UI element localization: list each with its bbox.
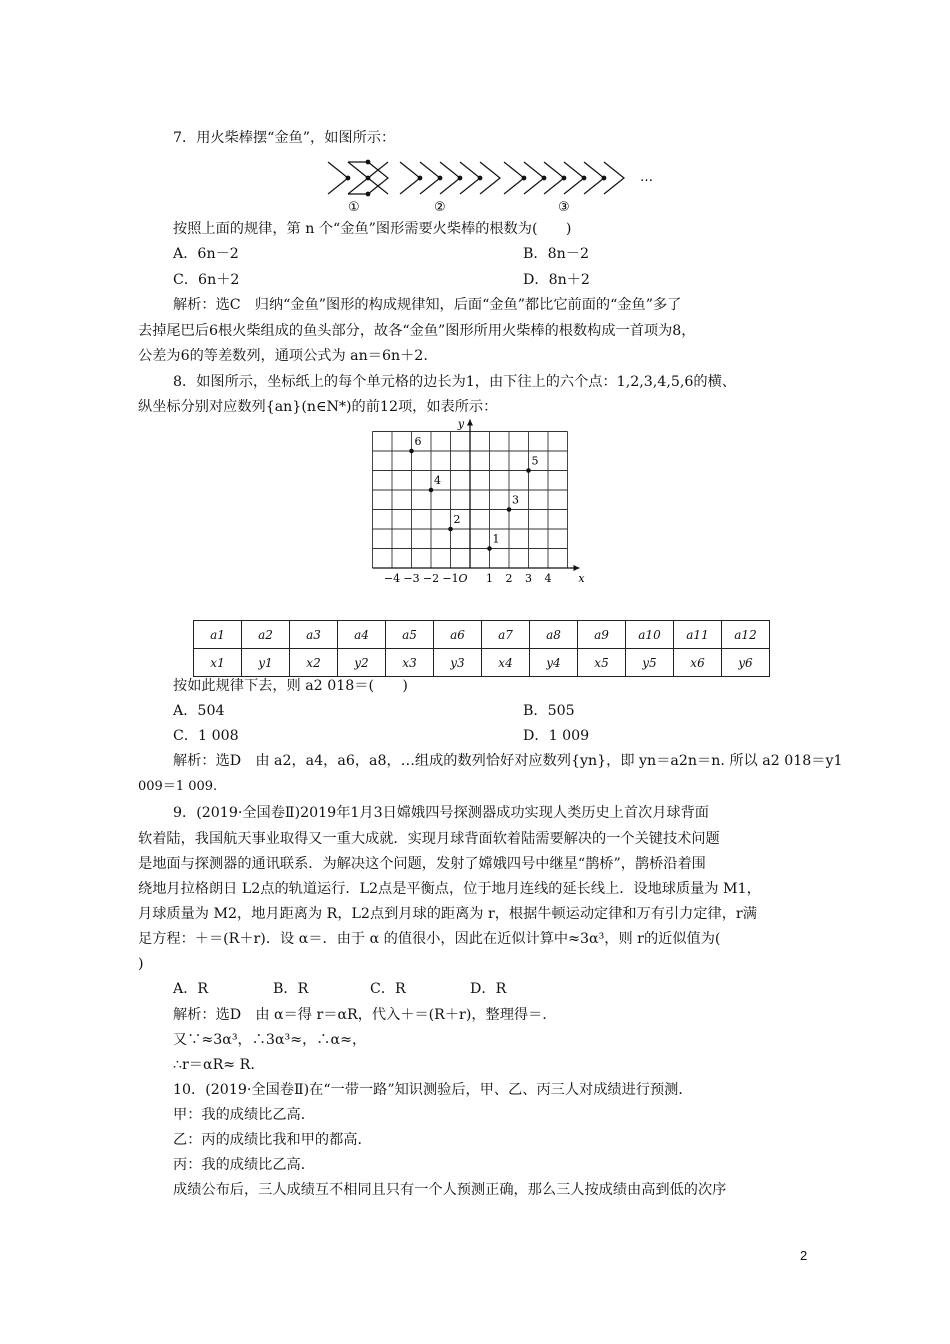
- table-cell: x3: [386, 649, 434, 677]
- data-point: [526, 468, 531, 473]
- table-cell: x2: [290, 649, 338, 677]
- q10-line-5: 成绩公布后，三人成绩互不相同且只有一个人预测正确，那么三人按成绩由高到低的次序: [173, 1182, 727, 1198]
- table-cell: a3: [290, 621, 338, 649]
- x-tick-label: 3: [525, 572, 532, 585]
- x-tick-label: −2: [422, 572, 440, 585]
- sequence-table: [193, 620, 770, 677]
- q9-line-4: 绕地月拉格朗日 L2点的轨道运行．L2点是平衡点，位于地月连线的延长线上．设地球质量为 M1，: [138, 881, 761, 897]
- q10-line-4: 丙：我的成绩比乙高．: [173, 1157, 315, 1173]
- data-point: [448, 527, 453, 532]
- goldfish-figure-1: [328, 160, 388, 196]
- q8-option-b: B．505: [523, 703, 575, 719]
- table-cell: y4: [530, 649, 578, 677]
- goldfish-figure-2: [400, 162, 500, 194]
- table-cell: x1: [194, 649, 242, 677]
- x-tick-label: −4: [383, 572, 401, 585]
- q8-stem-line-1: 8．如图所示，坐标纸上的每个单元格的边长为1，由下往上的六个点：1,2,3,4,5,6的横、: [173, 374, 736, 390]
- fig-label-1: ①: [348, 200, 360, 214]
- table-cell: x6: [674, 649, 722, 677]
- table-cell: a6: [434, 621, 482, 649]
- x-axis-arrow: [574, 565, 580, 571]
- x-tick-label: −3: [403, 572, 420, 585]
- data-point: [409, 449, 414, 454]
- q8-question: 按如此规律下去，则 a2 018＝( ): [173, 678, 408, 694]
- page-number: 2: [800, 1248, 808, 1263]
- goldfish-figure-3: [504, 162, 624, 194]
- q9-line-2: 软着陆，我国航天事业取得又一重大成就．实现月球背面软着陆需要解决的一个关键技术问题: [138, 831, 720, 847]
- q9-line-1: 9．(2019·全国卷Ⅱ)2019年1月3日嫦娥四号探测器成功实现人类历史上首次月球背面: [173, 805, 709, 821]
- q8-option-a: A．504: [173, 703, 225, 719]
- point-label: 3: [512, 493, 519, 507]
- data-point: [429, 488, 434, 493]
- q9-option-a: A．R: [173, 981, 209, 997]
- q9-option-d: D．R: [470, 981, 507, 997]
- x-tick-label: 2: [505, 572, 513, 585]
- table-cell: x5: [578, 649, 626, 677]
- q9-solution-line-1: 解析：选D 由 α＝得 r＝αR，代入＋＝(R＋r)，整理得＝.: [173, 1007, 547, 1023]
- q8-solution-line-1: 解析：选D 由 a2，a4，a6，a8，…组成的数列恰好对应数列{yn}，即 yn＝a2n＝n. 所以 a2 018＝y1: [173, 753, 843, 769]
- x-tick-label: 4: [544, 572, 552, 585]
- table-cell: y6: [722, 649, 770, 677]
- q8-option-c: C．1 008: [173, 728, 239, 744]
- table-cell: a5: [386, 621, 434, 649]
- table-row: [194, 649, 770, 677]
- q7-option-a: A．6n－2: [173, 246, 239, 262]
- q10-line-1: 10．(2019·全国卷Ⅱ)在“一带一路”知识测验后，甲、乙、丙三人对成绩进行预测．: [173, 1082, 693, 1098]
- q9-option-c: C．R: [370, 981, 406, 997]
- table-cell: a4: [338, 621, 386, 649]
- x-axis-label: x: [578, 572, 585, 585]
- table-cell: x4: [482, 649, 530, 677]
- point-label: 5: [531, 454, 539, 468]
- data-point: [507, 507, 512, 512]
- q7-stem: 7．用火柴棒摆“金鱼”，如图所示：: [173, 130, 396, 146]
- fig-ellipsis: …: [640, 170, 653, 185]
- goldfish-matchstick-figure: [322, 150, 662, 214]
- q9-line-7: ): [138, 956, 144, 972]
- table-cell: y2: [338, 649, 386, 677]
- data-point: [487, 546, 492, 551]
- q7-question: 按照上面的规律，第 n 个“金鱼”图形需要火柴棒的根数为( ): [173, 221, 572, 237]
- fig-label-2: ②: [434, 200, 446, 214]
- q8-solution-line-2: 009＝1 009.: [138, 779, 218, 794]
- q7-solution-line-3: 公差为6的等差数列，通项公式为 an＝6n＋2.: [138, 348, 428, 364]
- q7-option-c: C．6n＋2: [173, 272, 240, 288]
- q9-solution-line-2: 又∵≈3α³，∴3α³≈，∴α≈，: [173, 1032, 367, 1048]
- table-cell: a8: [530, 621, 578, 649]
- q10-line-2: 甲：我的成绩比乙高．: [173, 1107, 315, 1123]
- table-cell: a1: [194, 621, 242, 649]
- q9-line-6: 足方程：＋＝(R＋r)．设 α＝．由于 α 的值很小，因此在近似计算中≈3α³，则 r的近似值为(: [138, 931, 721, 947]
- q7-solution-line-1: 解析：选C 归纳“金鱼”图形的构成规律知，后面“金鱼”都比它前面的“金鱼”多了: [173, 297, 682, 313]
- q9-option-b: B．R: [273, 981, 309, 997]
- q8-option-d: D．1 009: [523, 728, 590, 744]
- table-cell: a2: [242, 621, 290, 649]
- table-cell: a7: [482, 621, 530, 649]
- q10-line-3: 乙：丙的成绩比我和甲的都高．: [173, 1132, 372, 1148]
- y-axis-arrow: [467, 420, 473, 426]
- point-label: 2: [453, 513, 461, 526]
- x-tick-label: 1: [486, 572, 493, 585]
- table-cell: y3: [434, 649, 482, 677]
- point-label: 4: [434, 474, 441, 487]
- point-label: 1: [492, 532, 500, 546]
- table-cell: a10: [626, 621, 674, 649]
- q9-line-5: 月球质量为 M2，地月距离为 R，L2点到月球的距离为 r，根据牛顿运动定律和万有引力定律，r满: [138, 906, 757, 922]
- x-tick-label: −1: [442, 572, 459, 585]
- coordinate-grid-figure: [360, 418, 600, 588]
- q9-solution-line-3: ∴r＝αR≈ R.: [173, 1057, 255, 1073]
- y-axis-label: y: [457, 418, 465, 431]
- q9-line-3: 是地面与探测器的通讯联系．为解决这个问题，发射了嫦娥四号中继星“鹊桥”，鹊桥沿着围: [138, 856, 706, 872]
- q7-option-b: B．8n－2: [523, 246, 589, 262]
- q7-solution-line-2: 去掉尾巴后6根火柴组成的鱼头部分，故各“金鱼”图形所用火柴棒的根数构成一首项为8，: [138, 323, 696, 339]
- table-cell: a9: [578, 621, 626, 649]
- point-label: 6: [414, 435, 422, 448]
- q7-option-d: D．8n＋2: [523, 272, 590, 288]
- table-cell: a11: [674, 621, 722, 649]
- table-cell: y5: [626, 649, 674, 677]
- fig-label-3: ③: [558, 200, 570, 214]
- table-row: [194, 621, 770, 649]
- origin-label: O: [458, 572, 468, 585]
- table-cell: y1: [242, 649, 290, 677]
- q8-stem-line-2: 纵坐标分别对应数列{an}(n∈N*)的前12项，如表所示：: [138, 399, 498, 415]
- table-cell: a12: [722, 621, 770, 649]
